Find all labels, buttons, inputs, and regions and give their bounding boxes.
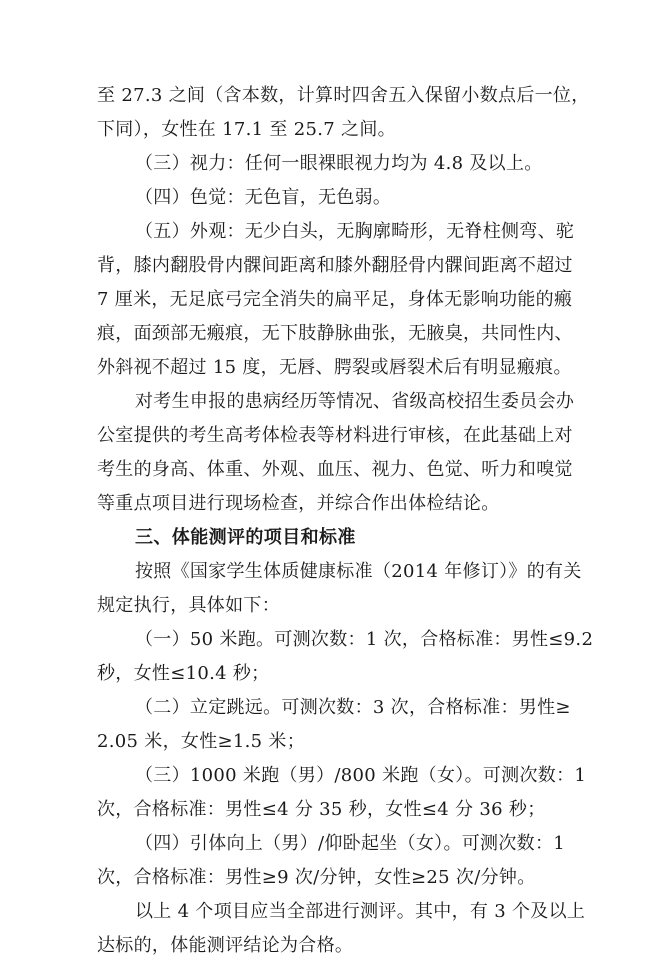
- color-vision-requirement: （四）色觉：无色盲，无色弱。: [135, 187, 392, 208]
- appearance-requirement: （五）外观：无少白头，无胸廓畸形，无脊柱侧弯、驼: [135, 221, 575, 242]
- text-line: 至 27.3 之间（含本数，计算时四舍五入保留小数点后一位，: [97, 85, 590, 106]
- test-item-distance-run: （三）1000 米跑（男）/800 米跑（女）。可测次数：1: [135, 765, 587, 786]
- text-line: 等重点项目进行现场检查，并综合作出体检结论。: [97, 493, 500, 514]
- text-line: 考生的身高、体重、外观、血压、视力、色觉、听力和嗅觉: [97, 459, 573, 480]
- review-paragraph: 对考生申报的患病经历等情况、省级高校招生委员会办: [135, 391, 575, 412]
- text-line: 痕，面颈部无瘢痕，无下肢静脉曲张，无腋臭，共同性内、: [97, 323, 573, 344]
- text-line: 次，合格标准：男性≤4 分 35 秒，女性≤4 分 36 秒；: [97, 799, 546, 820]
- test-item-pullups-situps: （四）引体向上（男）/仰卧起坐（女）。可测次数：1: [135, 833, 566, 854]
- text-line: 下同），女性在 17.1 至 25.7 之间。: [97, 119, 396, 140]
- vision-requirement: （三）视力：任何一眼裸眼视力均为 4.8 及以上。: [135, 153, 543, 174]
- text-line: 公室提供的考生高考体检表等材料进行审核，在此基础上对: [97, 425, 573, 446]
- test-item-50m: （一）50 米跑。可测次数：1 次，合格标准：男性≤9.2: [135, 629, 594, 650]
- conclusion-paragraph: 以上 4 个项目应当全部进行测评。其中，有 3 个及以上: [135, 901, 586, 922]
- document-body: [97, 82, 594, 966]
- text-line: 秒，女性≤10.4 秒；: [97, 663, 270, 684]
- text-line: 次，合格标准：男性≥9 次/分钟，女性≥25 次/分钟。: [97, 867, 536, 888]
- text-line: 2.05 米，女性≥1.5 米；: [97, 731, 306, 752]
- section-heading: 三、体能测评的项目和标准: [135, 527, 356, 548]
- text-line: 规定执行，具体如下：: [97, 595, 280, 616]
- test-item-long-jump: （二）立定跳远。可测次数：3 次，合格标准：男性≥: [135, 697, 571, 718]
- text-line: 达标的，体能测评结论为合格。: [97, 935, 354, 956]
- standard-reference: 按照《国家学生体质健康标准（2014 年修订）》的有关: [135, 561, 582, 582]
- text-line: 外斜视不超过 15 度，无唇、腭裂或唇裂术后有明显瘢痕。: [97, 357, 572, 378]
- text-line: 7 厘米，无足底弓完全消失的扁平足，身体无影响功能的瘢: [97, 289, 573, 310]
- text-line: 背，膝内翻股骨内髁间距离和膝外翻胫骨内髁间距离不超过: [97, 255, 573, 276]
